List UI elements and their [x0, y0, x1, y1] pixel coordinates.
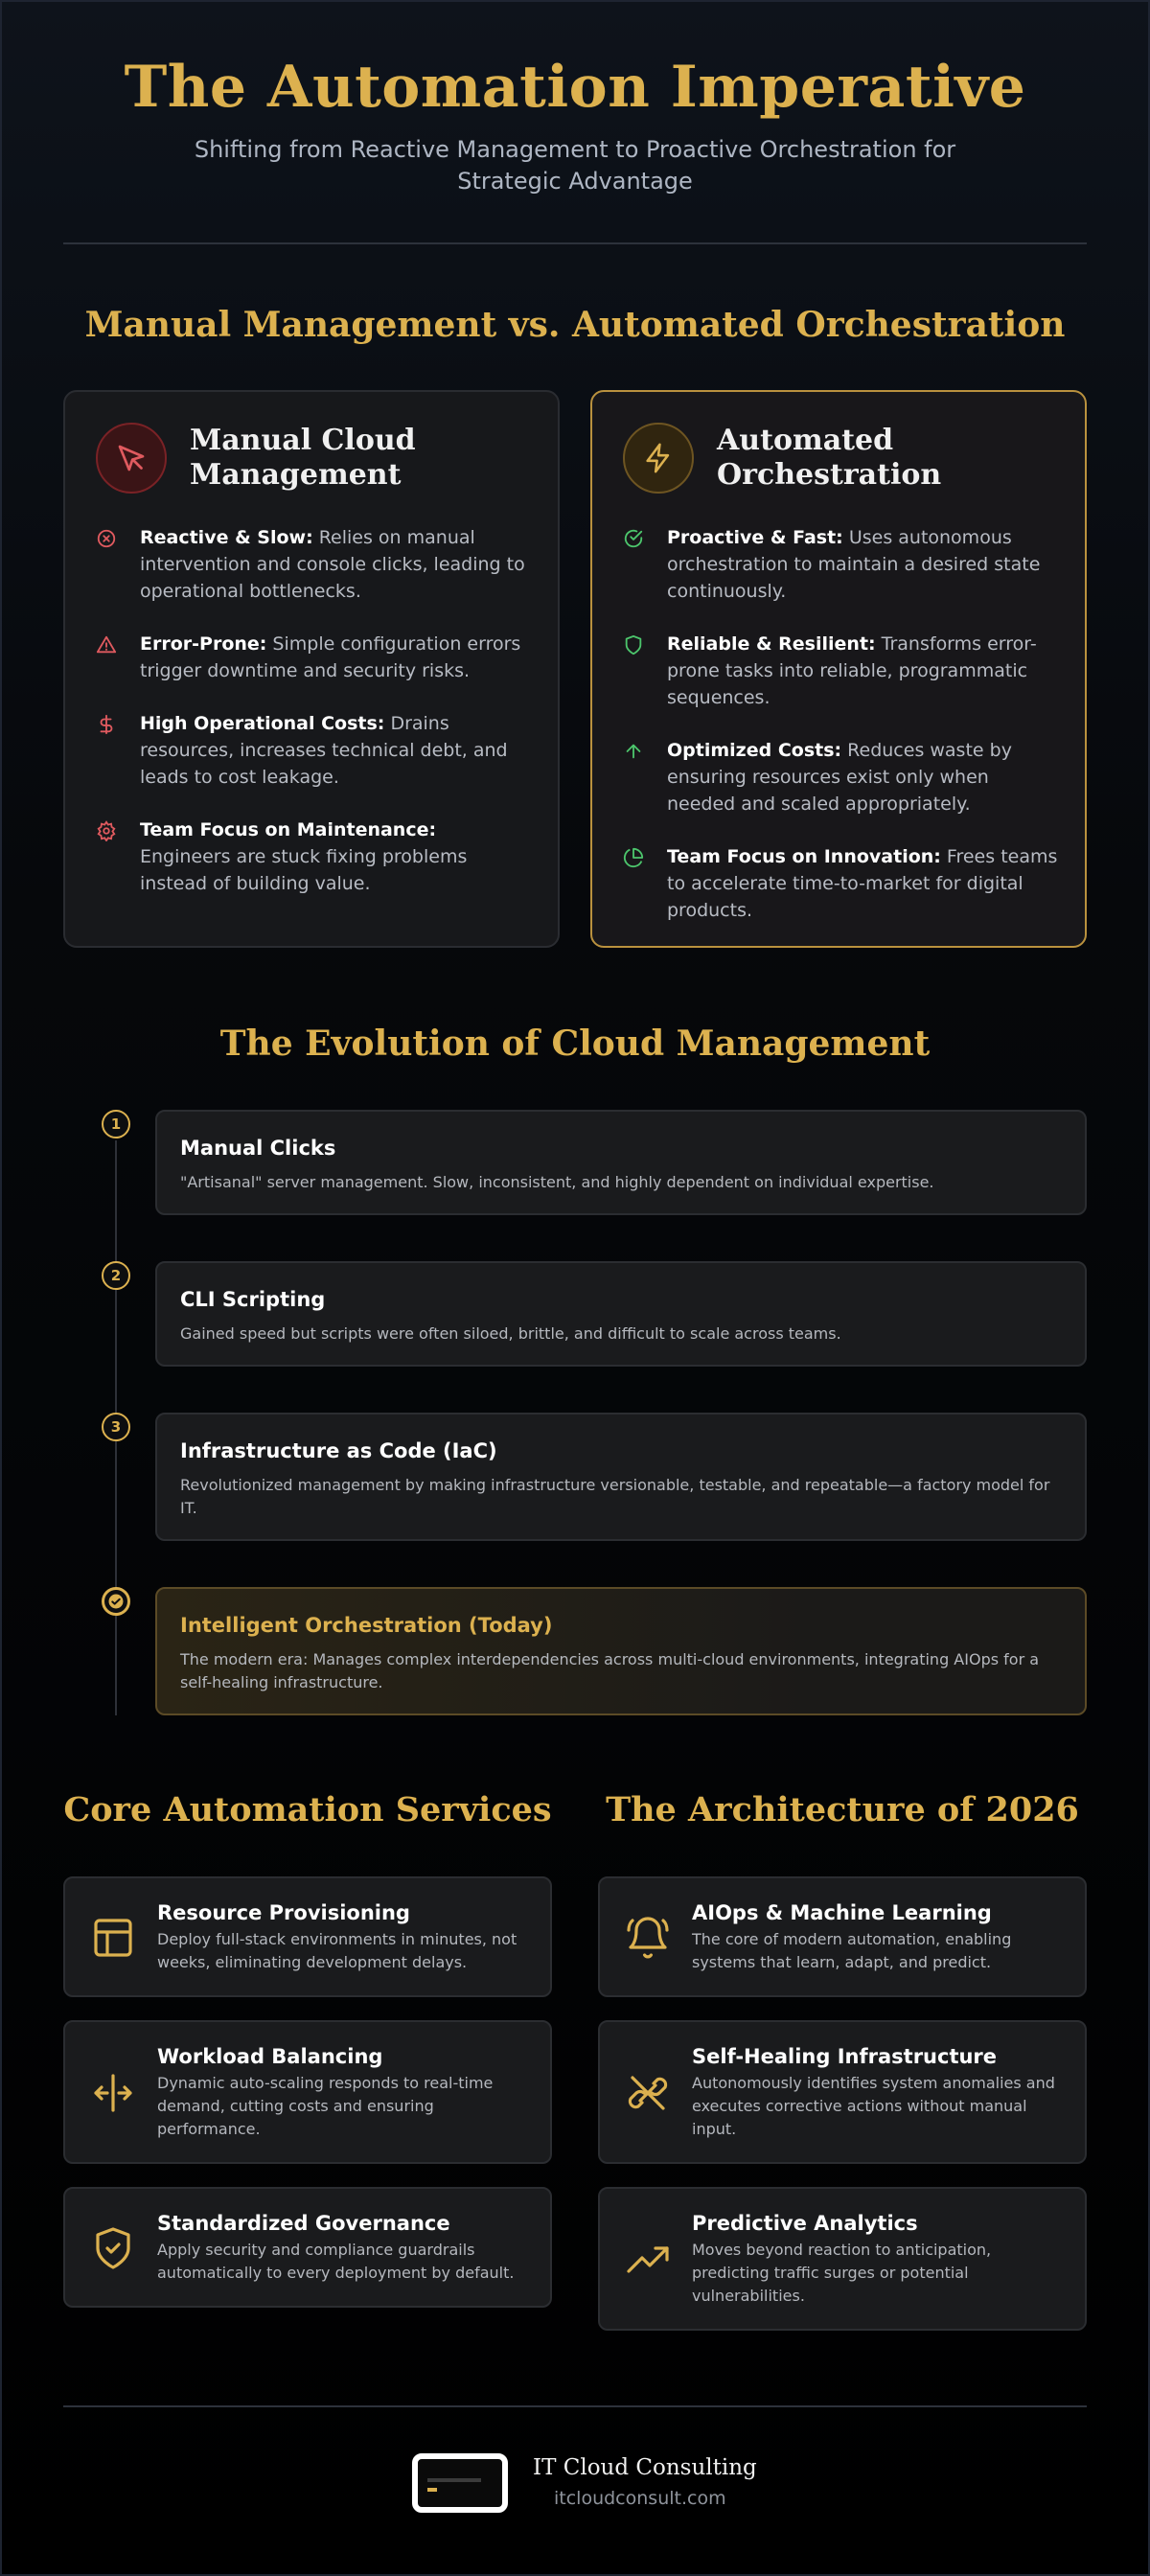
page-subtitle: Shifting from Reactive Management to Proactive Orchestration for Strategic Advantage — [194, 136, 956, 195]
timeline-card-desc: The modern era: Manages complex interdependencies across multi-cloud environments, integrating AIOps for a self-healing infrastructure. — [180, 1650, 1040, 1691]
trending-up-icon — [625, 2237, 671, 2283]
timeline-card — [155, 1261, 1087, 1367]
automated-item — [623, 524, 1058, 605]
bell-icon — [625, 1915, 671, 1961]
evolution-title: The Evolution of Cloud Management — [219, 1024, 931, 1064]
check-circle-icon — [102, 1587, 130, 1616]
arrow-up-icon — [623, 741, 644, 762]
service-card — [63, 2187, 552, 2308]
architecture-item-desc: The core of modern automation, enabling systems that learn, adapt, and predict. — [692, 1930, 1012, 1971]
pie-chart-icon — [623, 847, 644, 868]
item-text: Uses autonomous orchestration to maintain a desired state continuously. — [667, 527, 1041, 602]
architecture-item-title: Self-Healing Infrastructure — [692, 2045, 998, 2068]
manual-management-card — [63, 390, 560, 948]
manual-item — [96, 524, 531, 605]
manual-item — [96, 710, 531, 791]
timeline-card-title: Infrastructure as Code (IaC) — [180, 1439, 497, 1462]
link-break-icon — [625, 2070, 671, 2116]
service-card — [63, 2020, 552, 2164]
architecture-item-desc: Moves beyond reaction to anticipation, predicting traffic surges or potential vulnerabilities. — [692, 2241, 992, 2305]
architecture-card — [598, 1876, 1087, 1997]
timeline-step-number: 1 — [102, 1110, 130, 1138]
automated-item — [623, 737, 1058, 817]
item-label: Error-Prone: — [140, 633, 267, 655]
timeline-card-desc: "Artisanal" server management. Slow, inconsistent, and highly dependent on individual expertise. — [180, 1173, 934, 1191]
comparison-title: Manual Management vs. Automated Orchestration — [84, 305, 1066, 345]
item-label: Optimized Costs: — [667, 740, 842, 761]
item-text: Reduces waste by ensuring resources exist only when needed and scaled appropriately. — [667, 740, 1012, 815]
item-label: Proactive & Fast: — [667, 527, 843, 548]
company-url[interactable]: itcloudconsult.com — [554, 2488, 726, 2509]
lightning-icon — [623, 423, 694, 494]
shield-check-icon — [90, 2225, 136, 2271]
item-label: Team Focus on Maintenance: — [140, 819, 437, 840]
item-text: Engineers are stuck fixing problems instead of building value. — [140, 846, 468, 894]
service-title: Resource Provisioning — [157, 1901, 410, 1924]
item-text: Frees teams to accelerate time-to-market for digital products. — [667, 846, 1058, 921]
architecture-item-title: AIOps & Machine Learning — [692, 1901, 992, 1924]
architecture-item-desc: Autonomously identifies system anomalies and executes corrective actions without manual input. — [692, 2074, 1055, 2138]
layout-icon — [90, 1915, 136, 1961]
service-card — [63, 1876, 552, 1997]
warning-triangle-icon — [96, 634, 117, 656]
automated-orchestration-card — [590, 390, 1087, 948]
timeline-card — [155, 1413, 1087, 1541]
timeline-step-number: 2 — [102, 1261, 130, 1290]
timeline-card-desc: Gained speed but scripts were often siloed, brittle, and difficult to scale across teams. — [180, 1324, 841, 1343]
automated-card-title: Automated Orchestration — [717, 424, 942, 492]
company-name: IT Cloud Consulting — [533, 2455, 757, 2480]
timeline-card — [155, 1110, 1087, 1215]
service-desc: Dynamic auto-scaling responds to real-time demand, cutting costs and ensuring performance. — [157, 2074, 494, 2138]
services-title: Core Automation Services — [63, 1790, 552, 1829]
timeline-card-title: Manual Clicks — [180, 1137, 336, 1160]
item-label: Reliable & Resilient: — [667, 633, 876, 655]
item-text: Simple configuration errors trigger downtime and security risks. — [140, 633, 521, 681]
manual-item — [96, 631, 531, 684]
timeline-card-title: CLI Scripting — [180, 1288, 326, 1311]
timeline-step-number: 3 — [102, 1413, 130, 1441]
service-title: Workload Balancing — [157, 2045, 383, 2068]
service-desc: Apply security and compliance guardrails automatically to every deployment by default. — [157, 2241, 515, 2282]
item-label: High Operational Costs: — [140, 713, 385, 734]
item-text: Drains resources, increases technical debt, and leads to cost leakage. — [140, 713, 508, 788]
item-label: Reactive & Slow: — [140, 527, 313, 548]
manual-item — [96, 816, 531, 897]
timeline-card-desc: Revolutionized management by making infrastructure versionable, testable, and repeatable—a factory model for IT. — [180, 1476, 1050, 1517]
page-title: The Automation Imperative — [124, 54, 1026, 121]
gear-icon — [96, 820, 117, 841]
architecture-card — [598, 2187, 1087, 2331]
item-label: Team Focus on Innovation: — [667, 846, 941, 867]
architecture-item-title: Predictive Analytics — [692, 2212, 918, 2235]
automated-item — [623, 843, 1058, 924]
item-text: Relies on manual intervention and console clicks, leading to operational bottlenecks. — [140, 527, 525, 602]
architecture-title: The Architecture of 2026 — [606, 1790, 1079, 1829]
x-circle-icon — [96, 528, 117, 549]
architecture-card — [598, 2020, 1087, 2164]
timeline-card-title: Intelligent Orchestration (Today) — [180, 1614, 553, 1637]
company-logo — [412, 2453, 508, 2513]
shield-icon — [623, 634, 644, 656]
dollar-icon — [96, 714, 117, 735]
service-desc: Deploy full-stack environments in minutes, not weeks, eliminating development delays. — [157, 1930, 518, 1971]
check-circle-icon — [623, 528, 644, 549]
manual-card-title: Manual Cloud Management — [190, 424, 416, 492]
timeline-card-current — [155, 1587, 1087, 1715]
balance-arrows-icon — [90, 2070, 136, 2116]
divider — [63, 242, 1087, 244]
footer-divider — [63, 2405, 1087, 2407]
service-title: Standardized Governance — [157, 2212, 450, 2235]
cursor-click-icon — [96, 423, 167, 494]
automated-item — [623, 631, 1058, 711]
item-text: Transforms error-prone tasks into reliable, programmatic sequences. — [667, 633, 1037, 708]
